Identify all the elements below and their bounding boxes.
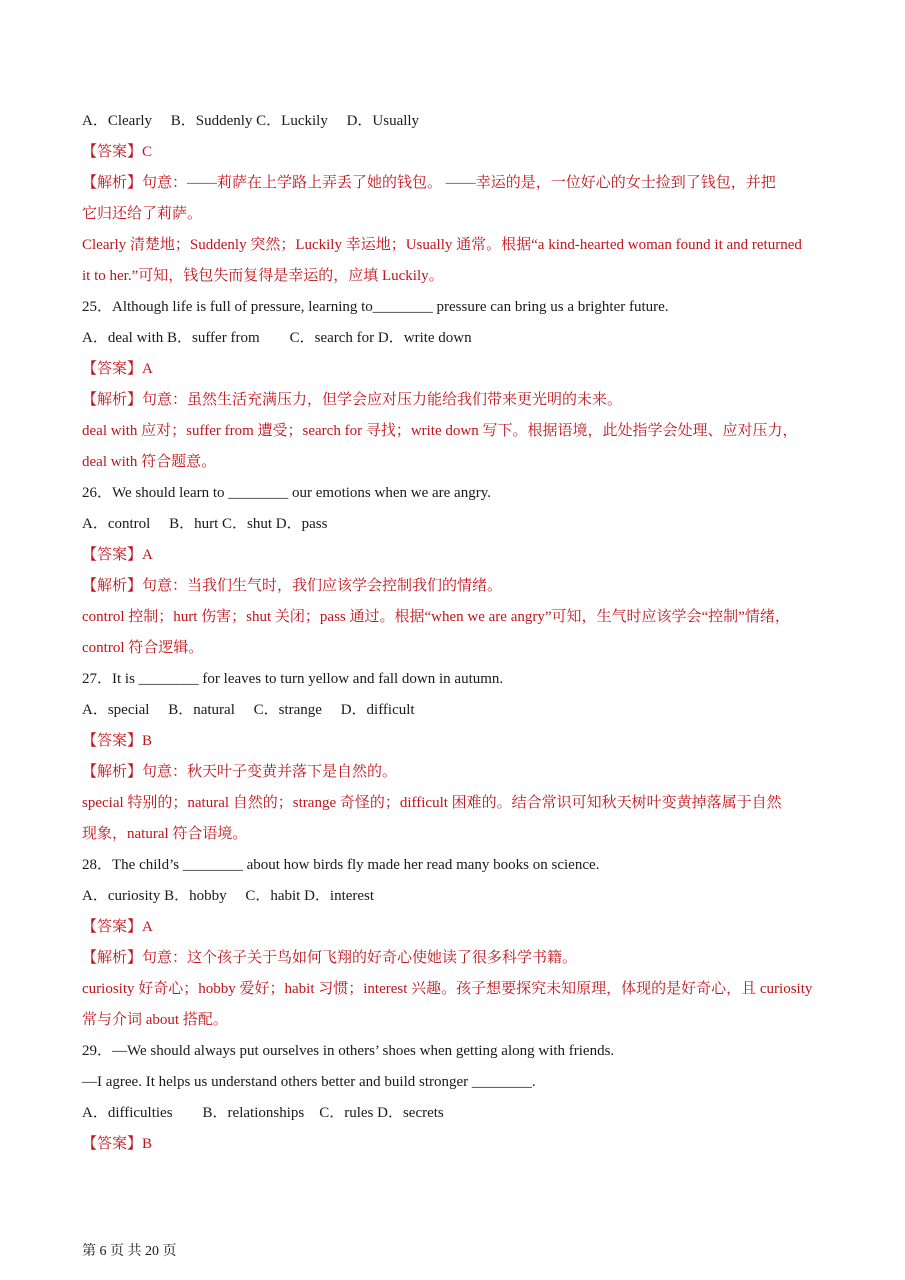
analysis-text: 它归还给了莉萨。 <box>82 206 203 222</box>
answer-options: A．deal with B．suffer from C．search for D．write down <box>82 330 472 346</box>
explanation-text: special 特别的；natural 自然的；strange 奇怪的；difficult 困难的。结合常识可知秋天树叶变黄掉落属于自然 <box>82 795 782 811</box>
document-body <box>82 106 832 1160</box>
explanation-text: control 符合逻辑。 <box>82 640 204 656</box>
answer-options: A．control B．hurt C．shut D．pass <box>82 516 328 532</box>
answer-key: 【答案】C <box>82 144 153 160</box>
analysis-text: 【解析】句意：当我们生气时，我们应该学会控制我们的情绪。 <box>82 578 503 594</box>
explanation-text: 常与介词 about 搭配。 <box>82 1012 228 1028</box>
explanation-text: Clearly 清楚地；Suddenly 突然；Luckily 幸运地；Usually 通常。根据“a kind-hearted woman found it and returned <box>82 237 802 253</box>
question-text: 28．The child’s ________ about how birds fly made her read many books on science. <box>82 857 600 873</box>
answer-key: 【答案】A <box>82 361 153 377</box>
explanation-text: deal with 应对；suffer from 遭受；search for 寻找；write down 写下。根据语境，此处指学会处理、应对压力， <box>82 423 798 439</box>
explanation-text: it to her.”可知，钱包失而复得是幸运的，应填 Luckily。 <box>82 268 444 284</box>
answer-key: 【答案】A <box>82 919 153 935</box>
answer-options: A．Clearly B．Suddenly C．Luckily D．Usually <box>82 113 420 129</box>
analysis-text: 【解析】句意：秋天叶子变黄并落下是自然的。 <box>82 764 398 780</box>
analysis-text: 【解析】句意：——莉萨在上学路上弄丢了她的钱包。 ——幸运的是，一位好心的女士捡到了钱包，并把 <box>82 175 776 191</box>
answer-options: A．difficulties B．relationships C．rules D．secrets <box>82 1105 444 1121</box>
question-text: 29．—We should always put ourselves in others’ shoes when getting along with friends. <box>82 1043 615 1059</box>
question-text: 27．It is ________ for leaves to turn yellow and fall down in autumn. <box>82 671 504 687</box>
analysis-text: 【解析】句意：虽然生活充满压力，但学会应对压力能给我们带来更光明的未来。 <box>82 392 623 408</box>
answer-options: A．special B．natural C．strange D．difficult <box>82 702 415 718</box>
answer-key: 【答案】B <box>82 733 153 749</box>
analysis-text: 【解析】句意：这个孩子关于鸟如何飞翔的好奇心使她读了很多科学书籍。 <box>82 950 578 966</box>
question-text: —I agree. It helps us understand others better and build stronger ________. <box>82 1074 536 1090</box>
explanation-text: 现象，natural 符合语境。 <box>82 826 248 842</box>
answer-key: 【答案】B <box>82 1136 153 1152</box>
question-text: 26．We should learn to ________ our emotions when we are angry. <box>82 485 491 501</box>
explanation-text: deal with 符合题意。 <box>82 454 217 470</box>
explanation-text: curiosity 好奇心；hobby 爱好；habit 习惯；interest 兴趣。孩子想要探究未知原理，体现的是好奇心，且 curiosity <box>82 981 813 997</box>
answer-key: 【答案】A <box>82 547 153 563</box>
question-text: 25．Although life is full of pressure, learning to________ pressure can bring us a brighter future. <box>82 299 669 315</box>
answer-options: A．curiosity B．hobby C．habit D．interest <box>82 888 375 904</box>
page-number-footer: 第 6 页 共 20 页 <box>82 1244 177 1259</box>
explanation-text: control 控制；hurt 伤害；shut 关闭；pass 通过。根据“when we are angry”可知，生气时应该学会“控制”情绪， <box>82 609 790 625</box>
